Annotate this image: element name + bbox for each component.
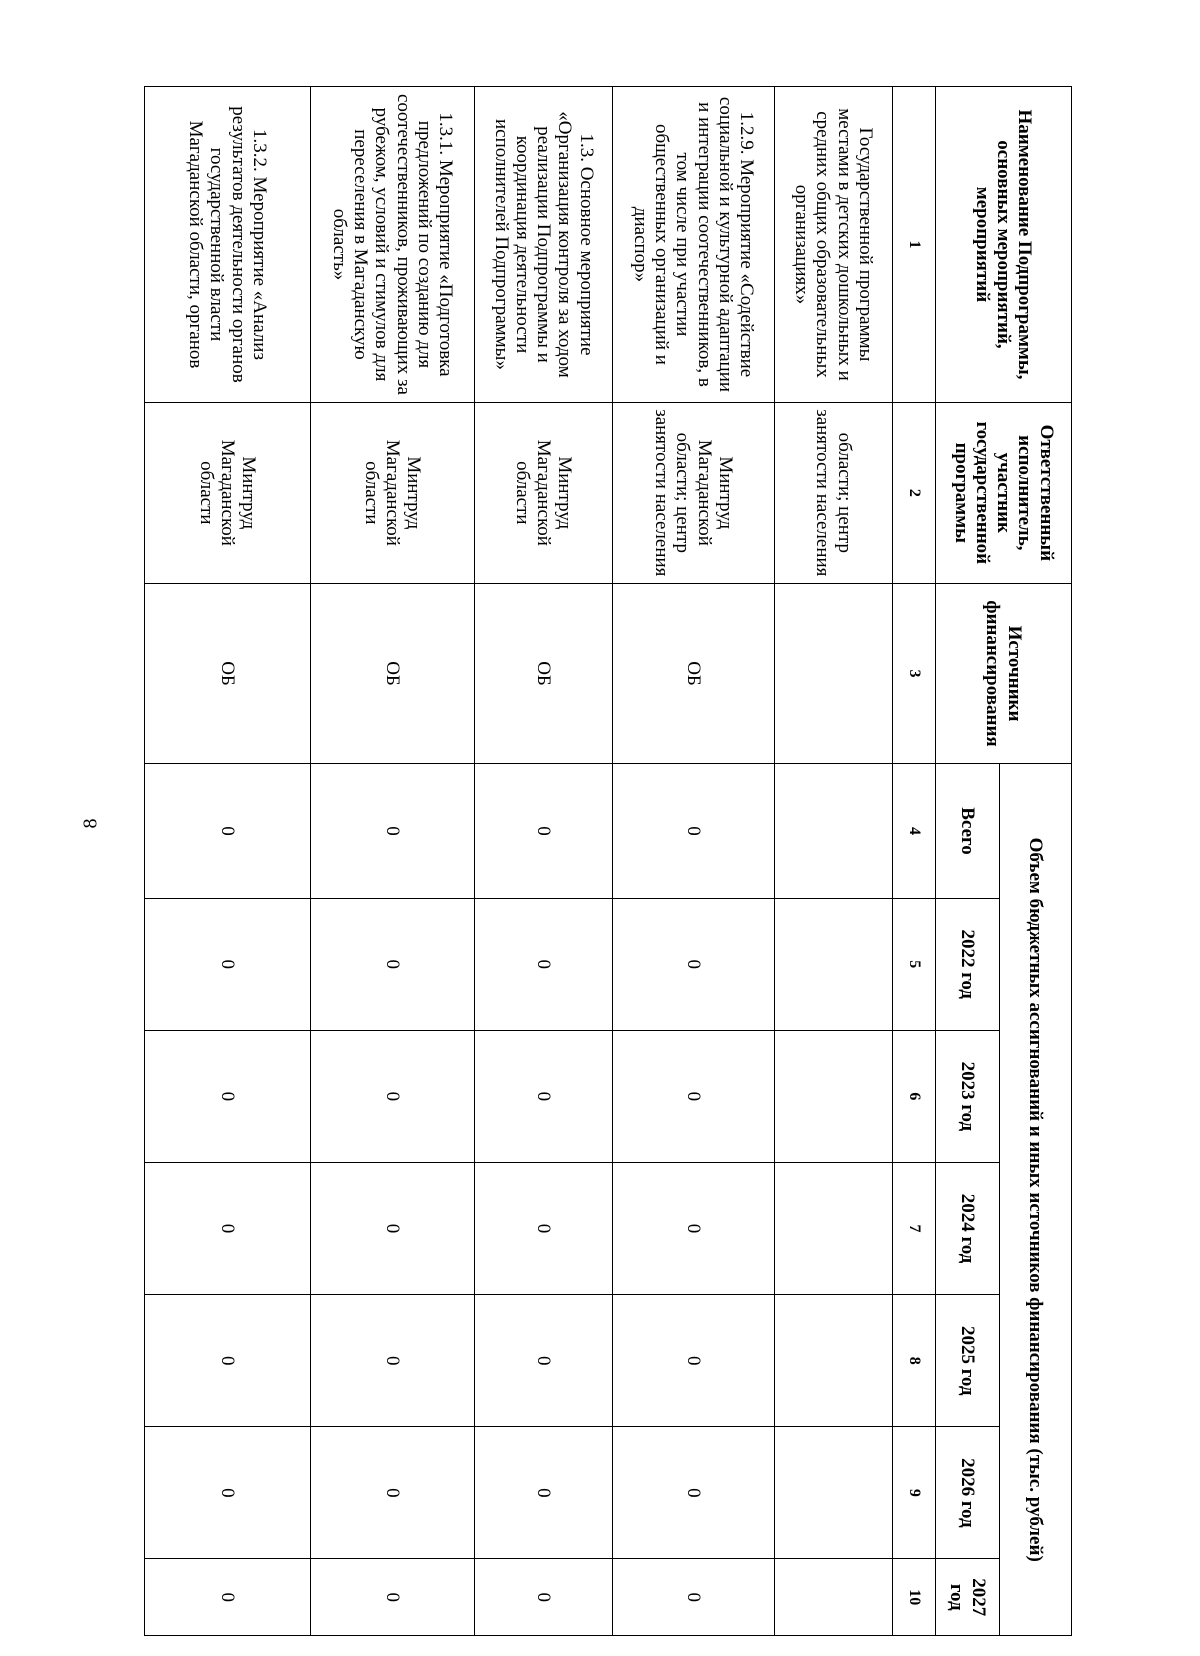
header-year-2025: 2025 год — [936, 1295, 1000, 1427]
row-value-2025: 0 — [145, 1295, 311, 1427]
row-value-2024 — [775, 1162, 893, 1294]
row-source: ОБ — [475, 583, 613, 764]
column-number: 4 — [893, 764, 936, 898]
row-value-2025: 0 — [311, 1295, 475, 1427]
row-value-2024: 0 — [145, 1162, 311, 1294]
row-value-2022 — [775, 898, 893, 1030]
row-value-total: 0 — [145, 764, 311, 898]
row-value-total: 0 — [311, 764, 475, 898]
row-source — [775, 583, 893, 764]
row-value-2025: 0 — [475, 1295, 613, 1427]
row-value-2025 — [775, 1295, 893, 1427]
row-name: 1.3.2. Мероприятие «Анализ результатов деятельности органов государственной власти Магаданской области, органов — [145, 87, 311, 403]
table-row — [475, 87, 613, 1636]
header-year-2027: 2027 год — [936, 1559, 1000, 1636]
header-total: Всего — [936, 764, 1000, 898]
row-name: 1.3.1. Мероприятие «Подготовка предложений по созданию для соотечественников, проживающих за рубежом, условий и стимулов для переселения в Магаданскую область» — [311, 87, 475, 403]
row-value-2024: 0 — [475, 1162, 613, 1294]
table-row — [311, 87, 475, 1636]
row-value-2023: 0 — [475, 1030, 613, 1162]
row-value-total: 0 — [475, 764, 613, 898]
row-name: 1.3. Основное мероприятие «Организация контроля за ходом реализации Подпрограммы и координация деятельности исполнителей Подпрограммы» — [475, 87, 613, 403]
header-year-2026: 2026 год — [936, 1427, 1000, 1559]
table-row — [775, 87, 893, 1636]
row-value-2027: 0 — [475, 1559, 613, 1636]
row-executor: Минтруд Магаданской области — [311, 402, 475, 583]
row-value-2022: 0 — [613, 898, 775, 1030]
column-number: 9 — [893, 1427, 936, 1559]
row-name: Государственной программы местами в детских дошкольных и средних общих образовательных организациях» — [775, 87, 893, 403]
row-value-2027: 0 — [145, 1559, 311, 1636]
column-number-row — [893, 87, 936, 1636]
header-source: Источники финансирования — [936, 583, 1072, 764]
header-year-2023: 2023 год — [936, 1030, 1000, 1162]
row-value-2023: 0 — [145, 1030, 311, 1162]
row-executor: Минтруд Магаданской области — [475, 402, 613, 583]
row-value-2027: 0 — [311, 1559, 475, 1636]
column-number: 10 — [893, 1559, 936, 1636]
column-number: 7 — [893, 1162, 936, 1294]
page-number: 8 — [79, 818, 102, 829]
row-name: 1.2.9. Мероприятие «Содействие социальной и культурной адаптации и интеграции соотечественников, в том числе при участии общественных организаций и диаспор» — [613, 87, 775, 403]
row-value-2026: 0 — [145, 1427, 311, 1559]
table-row — [613, 87, 775, 1636]
row-value-2022: 0 — [475, 898, 613, 1030]
row-source: ОБ — [145, 583, 311, 764]
row-value-2023: 0 — [311, 1030, 475, 1162]
row-value-2027: 0 — [613, 1559, 775, 1636]
row-value-2022: 0 — [311, 898, 475, 1030]
header-volume-group: Объем бюджетных ассигнований и иных источников финансирования (тыс. рублей) — [1000, 764, 1072, 1636]
row-value-2026 — [775, 1427, 893, 1559]
row-executor: области; центр занятости населения — [775, 402, 893, 583]
row-value-2023 — [775, 1030, 893, 1162]
row-value-2024: 0 — [613, 1162, 775, 1294]
row-source: ОБ — [613, 583, 775, 764]
row-value-total: 0 — [613, 764, 775, 898]
row-value-2026: 0 — [475, 1427, 613, 1559]
row-value-2023: 0 — [613, 1030, 775, 1162]
header-year-2024: 2024 год — [936, 1162, 1000, 1294]
column-number: 5 — [893, 898, 936, 1030]
column-number: 2 — [893, 402, 936, 583]
header-executor: Ответственный исполнитель, участник государственной программы — [936, 402, 1072, 583]
row-value-2024: 0 — [311, 1162, 475, 1294]
row-source: ОБ — [311, 583, 475, 764]
funding-table-wrapper — [150, 86, 1072, 1636]
table-row — [145, 87, 311, 1636]
header-year-2022: 2022 год — [936, 898, 1000, 1030]
row-value-2022: 0 — [145, 898, 311, 1030]
funding-table — [144, 86, 1072, 1636]
row-value-2026: 0 — [311, 1427, 475, 1559]
column-number: 3 — [893, 583, 936, 764]
row-executor: Минтруд Магаданской области; центр занятости населения — [613, 402, 775, 583]
table-body — [145, 87, 936, 1636]
row-value-2026: 0 — [613, 1427, 775, 1559]
row-executor: Минтруд Магаданской области — [145, 402, 311, 583]
row-value-2027 — [775, 1559, 893, 1636]
header-name: Наименование Подпрограммы, основных мероприятий, мероприятий — [936, 87, 1072, 403]
column-number: 1 — [893, 87, 936, 403]
row-value-total — [775, 764, 893, 898]
column-number: 8 — [893, 1295, 936, 1427]
column-number: 6 — [893, 1030, 936, 1162]
row-value-2025: 0 — [613, 1295, 775, 1427]
